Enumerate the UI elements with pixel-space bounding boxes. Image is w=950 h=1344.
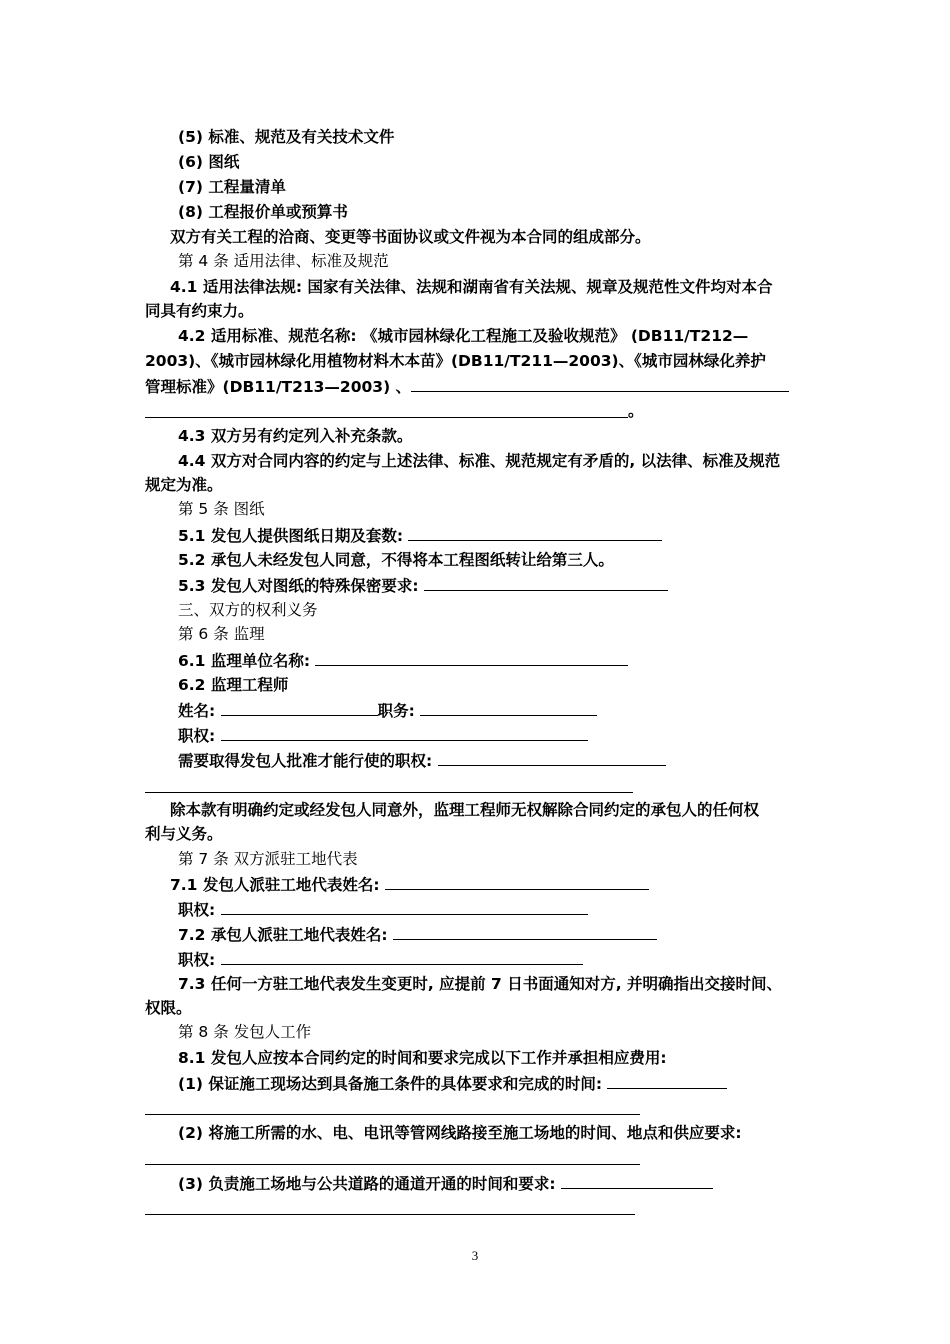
field-label: 需要取得发包人批准才能行使的职权: bbox=[178, 752, 433, 770]
punctuation: 。 bbox=[628, 402, 644, 420]
list-item: (7) 工程量清单 bbox=[178, 178, 286, 196]
clause-text bbox=[178, 524, 662, 547]
blank-line bbox=[145, 792, 633, 793]
form-row bbox=[178, 724, 588, 747]
clause-text: 规定为准。 bbox=[145, 476, 223, 494]
blank-line bbox=[145, 1114, 640, 1115]
clause-text: 5.2 承包人未经发包人同意，不得将本工程图纸转让给第三人。 bbox=[178, 551, 614, 569]
paragraph: 双方有关工程的洽商、变更等书面协议或文件视为本合同的组成部分。 bbox=[170, 228, 651, 246]
form-row bbox=[178, 749, 666, 772]
article-heading: 第 8 条 发包人工作 bbox=[178, 1023, 312, 1041]
blank-line bbox=[411, 375, 789, 392]
blank-line bbox=[221, 948, 583, 965]
blank-line bbox=[145, 417, 628, 418]
field-label: 职务: bbox=[377, 702, 415, 720]
blank-line bbox=[385, 873, 649, 890]
clause-text: 4.2 适用标准、规范名称: 《城市园林绿化工程施工及验收规范》 (DB11/T212— bbox=[178, 327, 749, 345]
clause-label: 7.1 发包人派驻工地代表姓名: bbox=[170, 876, 380, 894]
blank-line bbox=[315, 649, 628, 666]
clause-text: 4.3 双方另有约定列入补充条款。 bbox=[178, 427, 413, 445]
field-label: 职权: bbox=[178, 727, 216, 745]
clause-text bbox=[178, 574, 668, 597]
clause-text bbox=[145, 375, 789, 398]
list-item: (8) 工程报价单或预算书 bbox=[178, 203, 348, 221]
list-item: (5) 标准、规范及有关技术文件 bbox=[178, 128, 395, 146]
article-heading: 第 7 条 双方派驻工地代表 bbox=[178, 850, 358, 868]
clause-text bbox=[178, 1072, 727, 1095]
blank-line bbox=[145, 1164, 640, 1165]
clause-label: 6.1 监理单位名称: bbox=[178, 652, 311, 670]
section-heading: 三、双方的权利义务 bbox=[178, 601, 318, 619]
field-label: 职权: bbox=[178, 951, 216, 969]
clause-label: 7.2 承包人派驻工地代表姓名: bbox=[178, 926, 388, 944]
blank-line bbox=[408, 524, 662, 541]
list-item: (6) 图纸 bbox=[178, 153, 240, 171]
article-heading: 第 5 条 图纸 bbox=[178, 500, 265, 518]
article-heading: 第 6 条 监理 bbox=[178, 625, 265, 643]
clause-text: 权限。 bbox=[145, 999, 192, 1017]
form-row bbox=[178, 898, 588, 921]
clause-text: 7.3 任何一方驻工地代表发生变更时, 应提前 7 日书面通知对方, 并明确指出交接时间、 bbox=[178, 975, 783, 993]
clause-text bbox=[178, 1172, 713, 1195]
blank-line bbox=[438, 749, 666, 766]
blank-line bbox=[145, 1214, 635, 1215]
clause-label: 5.1 发包人提供图纸日期及套数: bbox=[178, 527, 404, 545]
clause-text: 2003)、《城市园林绿化用植物材料木本苗》(DB11/T211—2003)、《城市园林绿化养护 bbox=[145, 352, 766, 370]
clause-label: 5.3 发包人对图纸的特殊保密要求: bbox=[178, 577, 419, 595]
clause-text: 4.1 适用法律法规: 国家有关法律、法规和湖南省有关法规、规章及规范性文件均对本合 bbox=[170, 278, 773, 296]
blank-line bbox=[221, 898, 588, 915]
blank-line bbox=[221, 724, 588, 741]
paragraph: 除本款有明确约定或经发包人同意外，监理工程师无权解除合同约定的承包人的任何权 bbox=[170, 801, 760, 819]
page-number: 3 bbox=[471, 1248, 479, 1263]
clause-text-part: 管理标准》(DB11/T213—2003) 、 bbox=[145, 378, 412, 396]
clause-text bbox=[170, 873, 649, 896]
field-label: 姓名: bbox=[178, 702, 216, 720]
clause-text bbox=[178, 923, 657, 946]
blank-line bbox=[420, 699, 597, 716]
clause-label: (3) 负责施工场地与公共道路的通道开通的时间和要求: bbox=[178, 1175, 556, 1193]
field-label: 职权: bbox=[178, 901, 216, 919]
clause-text: 4.4 双方对合同内容的约定与上述法律、标准、规范规定有矛盾的, 以法律、标准及规范 bbox=[178, 452, 781, 470]
clause-text: 同具有约束力。 bbox=[145, 302, 254, 320]
clause-text bbox=[178, 649, 628, 672]
blank-line bbox=[393, 923, 657, 940]
paragraph: 利与义务。 bbox=[145, 825, 223, 843]
blank-line bbox=[607, 1072, 727, 1089]
clause-text: 8.1 发包人应按本合同约定的时间和要求完成以下工作并承担相应费用: bbox=[178, 1049, 667, 1067]
form-row bbox=[178, 948, 583, 971]
blank-line bbox=[561, 1172, 713, 1189]
blank-line bbox=[424, 574, 668, 591]
form-row bbox=[178, 699, 597, 722]
clause-text: (2) 将施工所需的水、电、电讯等管网线路接至施工场地的时间、地点和供应要求: bbox=[178, 1124, 742, 1142]
article-heading: 第 4 条 适用法律、标准及规范 bbox=[178, 252, 389, 270]
clause-text: 6.2 监理工程师 bbox=[178, 676, 289, 694]
clause-label: (1) 保证施工现场达到具备施工条件的具体要求和完成的时间: bbox=[178, 1075, 603, 1093]
blank-line bbox=[221, 699, 378, 716]
